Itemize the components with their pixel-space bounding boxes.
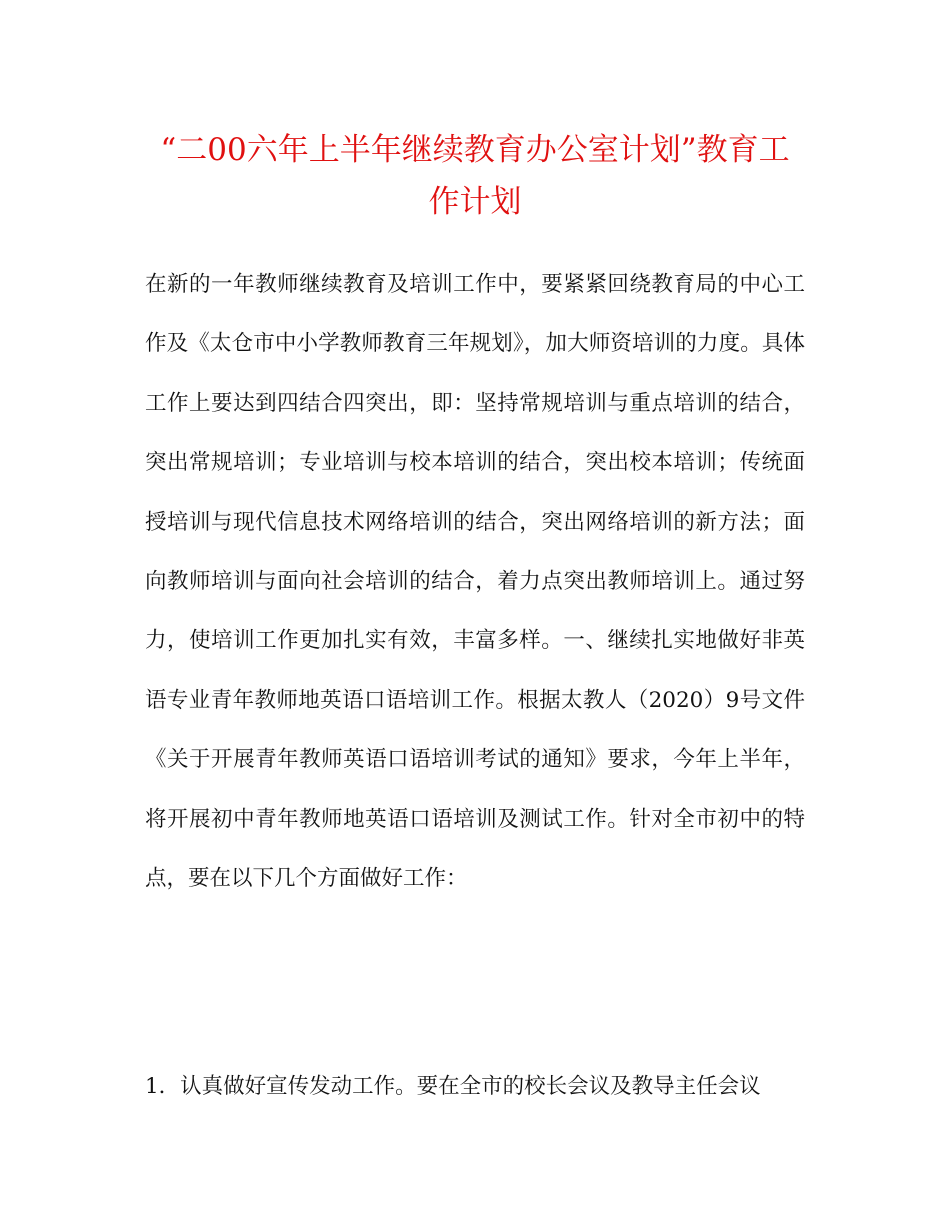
list-item-1: 1．认真做好宣传发动工作。要在全市的校长会议及教导主任会议: [145, 1074, 761, 1099]
document-title: “二00六年上半年继续教育办公室计划”教育工作计划: [160, 132, 790, 220]
body-paragraph: 在新的一年教师继续教育及培训工作中，要紧紧回绕教育局的中心工作及《太仓市中小学教师教育三年规划》，加大师资培训的力度。具体工作上要达到四结合四突出，即：坚持常规培训与重点培训的结合，突出常规培训；专业培训与校本培训的结合，突出校本培训；传统面授培训与现代信息技术网络培训的结合，突出网络培训的新方法；面向教师培训与面向社会培训的结合，着力点突出教师培训上。通过努力，使培训工作更加扎实有效，丰富多样。一、继续扎实地做好非英语专业青年教师地英语口语培训工作。根据太教人（2020）9号文件《关于开展青年教师英语口语培训考试的通知》要求，今年上半年，将开展初中青年教师地英语口语培训及测试工作。针对全市初中的特点，要在以下几个方面做好工作：: [145, 272, 805, 892]
